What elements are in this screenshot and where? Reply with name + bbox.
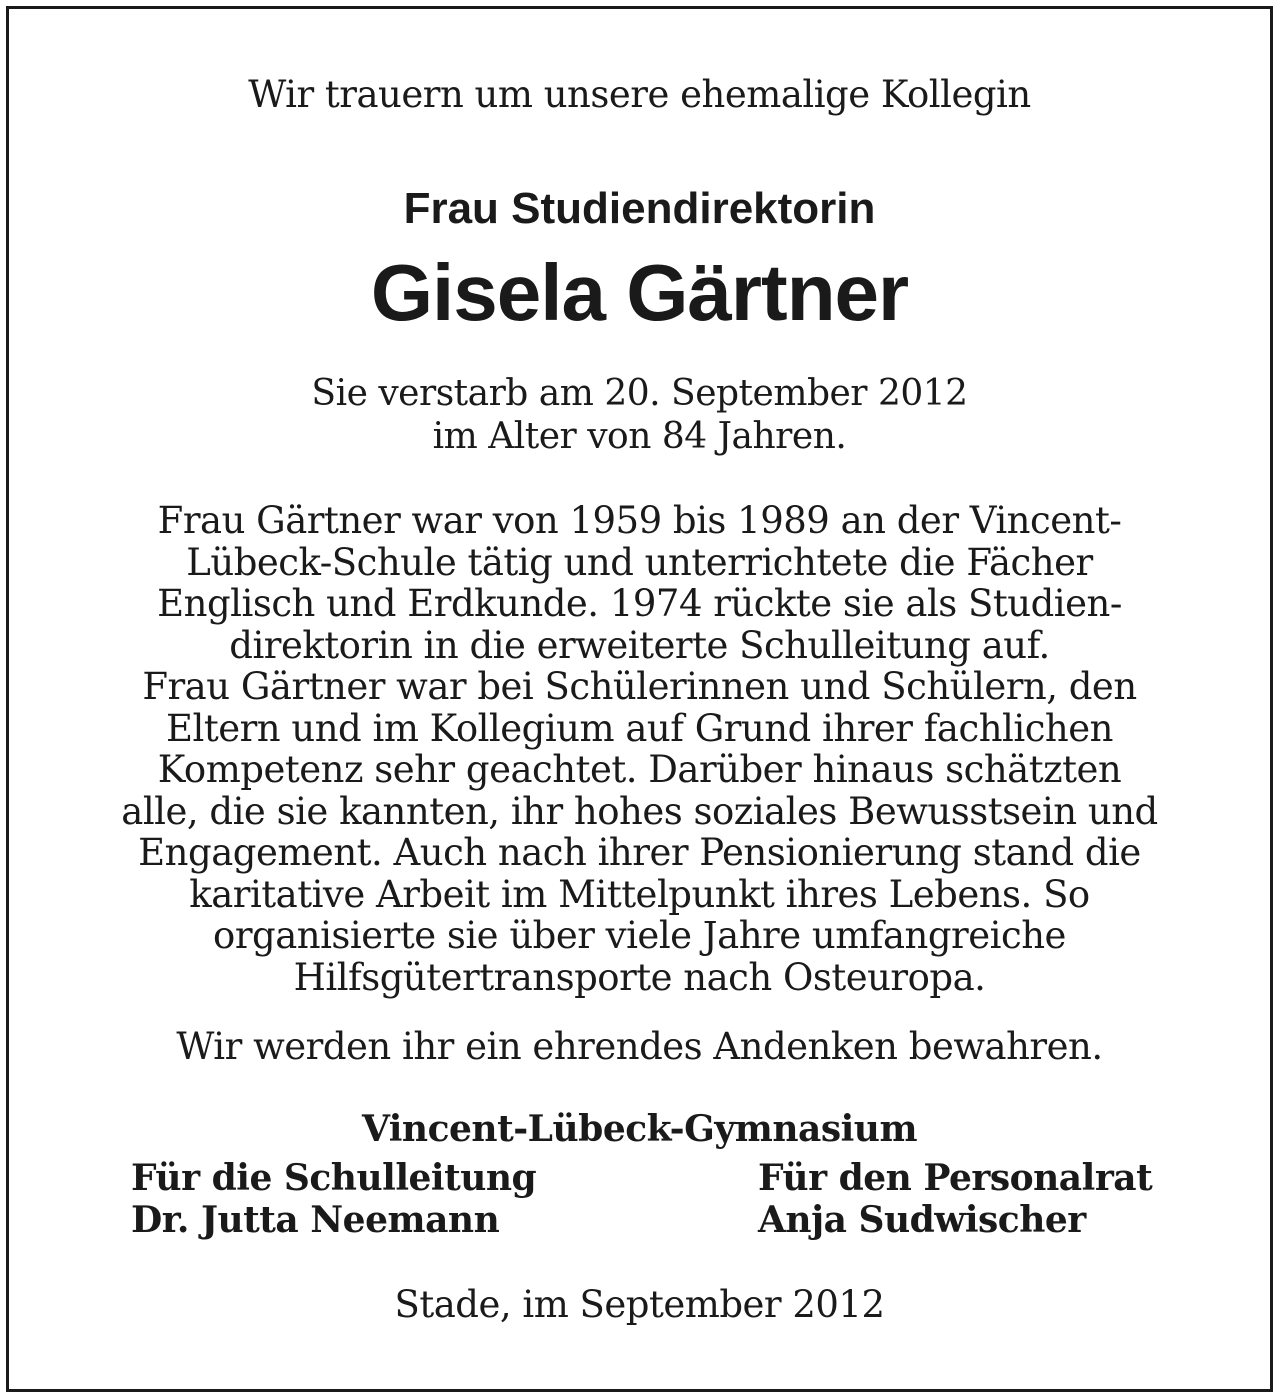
intro-line: Wir trauern um unsere ehemalige Kollegin — [248, 73, 1031, 116]
bio-line: Englisch und Erdkunde. 1974 rückte sie als Studien- — [157, 582, 1122, 625]
bio-line: alle, die sie kannten, ihr hohes soziales Bewusstsein und — [121, 789, 1158, 833]
signatory-left — [131, 1157, 536, 1241]
signatory-left-name: Dr. Jutta Neemann — [131, 1199, 500, 1241]
signatory-right — [758, 1157, 1152, 1241]
bio-line: Eltern und im Kollegium auf Grund ihrer fachlichen — [166, 706, 1113, 750]
deceased-name: Gisela Gärtner — [370, 248, 909, 337]
signatory-right-role: Für den Personalrat — [758, 1157, 1153, 1199]
bio-line: Kompetenz sehr geachtet. Darüber hinaus schätzten — [157, 748, 1122, 791]
bio-line: Frau Gärtner war bei Schülerinnen und Schülern, den — [142, 665, 1137, 708]
closing-line: Wir werden ihr ein ehrendes Andenken bewahren. — [176, 1025, 1103, 1068]
signatory-right-name: Anja Sudwischer — [758, 1199, 1086, 1241]
signatory-left-role: Für die Schulleitung — [131, 1157, 537, 1199]
biography — [9, 500, 1270, 998]
place-date: Stade, im September 2012 — [394, 1283, 885, 1326]
bio-line: direktorin in die erweiterte Schulleitung auf. — [229, 623, 1050, 667]
organization-name: Vincent-Lübeck-Gymnasium — [361, 1108, 918, 1150]
bio-line: karitative Arbeit im Mittelpunkt ihres Lebens. So — [189, 872, 1090, 916]
bio-line: Engagement. Auch nach ihrer Pensionierung stand die — [138, 831, 1141, 874]
title-rank: Frau Studiendirektorin — [403, 184, 876, 233]
death-date-line: Sie verstarb am 20. September 2012 — [311, 373, 968, 414]
bio-line: Frau Gärtner war von 1959 bis 1989 an der Vincent- — [157, 499, 1122, 542]
bio-line: Hilfsgütertransporte nach Osteuropa. — [293, 955, 986, 999]
age-line: im Alter von 84 Jahren. — [432, 416, 847, 457]
obituary-notice — [6, 6, 1273, 1392]
bio-line: organisierte sie über viele Jahre umfangreiche — [213, 914, 1066, 957]
death-info — [9, 372, 1270, 458]
bio-line: Lübeck-Schule tätig und unterrichtete die Fächer — [186, 540, 1093, 584]
